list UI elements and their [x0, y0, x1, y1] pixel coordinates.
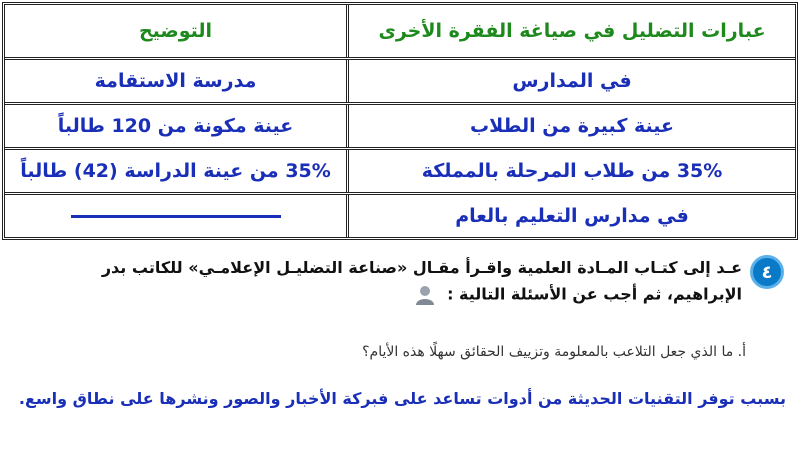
table-header-row	[5, 5, 795, 57]
explanation-cell: عينة مكونة من 120 طالباً	[5, 105, 349, 147]
blank-line	[71, 215, 281, 218]
explanation-cell	[5, 195, 349, 237]
table-row	[5, 60, 795, 102]
table-row	[5, 150, 795, 192]
phrase-cell: في المدارس	[512, 70, 632, 92]
header-phrases: عبارات التضليل في صياغة الفقرة الأخرى	[378, 20, 766, 42]
comparison-table	[2, 2, 798, 240]
question-text-line1: عـد إلى كتـاب المـادة العلمية واقـرأ مقـال «صناعة التضليـل الإعلامـي» للكاتب بدر	[101, 258, 742, 277]
question-text-line2	[414, 284, 743, 306]
sub-question: أ. ما الذي جعل التلاعب بالمعلومة وتزييف الحقائق سهلًا هذه الأيام؟	[362, 344, 746, 360]
answer-text: بسبب توفر التقنيات الحديثة من أدوات تساعد على فبركة الأخبار والصور ونشرها على نطاق واسع.	[18, 389, 786, 408]
explanation-cell: مدرسة الاستقامة	[5, 60, 349, 102]
question-text-line2-text: الإبراهيم، ثم أجب عن الأسئلة التالية :	[447, 284, 742, 304]
person-icon	[414, 284, 436, 306]
header-explanation: التوضيح	[5, 5, 349, 57]
phrase-cell: في مدارس التعليم بالعام	[455, 205, 689, 227]
phrase-cell: عينة كبيرة من الطلاب	[470, 115, 674, 137]
table-row	[5, 195, 795, 237]
explanation-cell: 35% من عينة الدراسة (42) طالباً	[5, 150, 349, 192]
table-row	[5, 105, 795, 147]
question-number-badge: ٤	[750, 255, 784, 289]
phrase-cell: 35% من طلاب المرحلة بالمملكة	[421, 160, 723, 182]
